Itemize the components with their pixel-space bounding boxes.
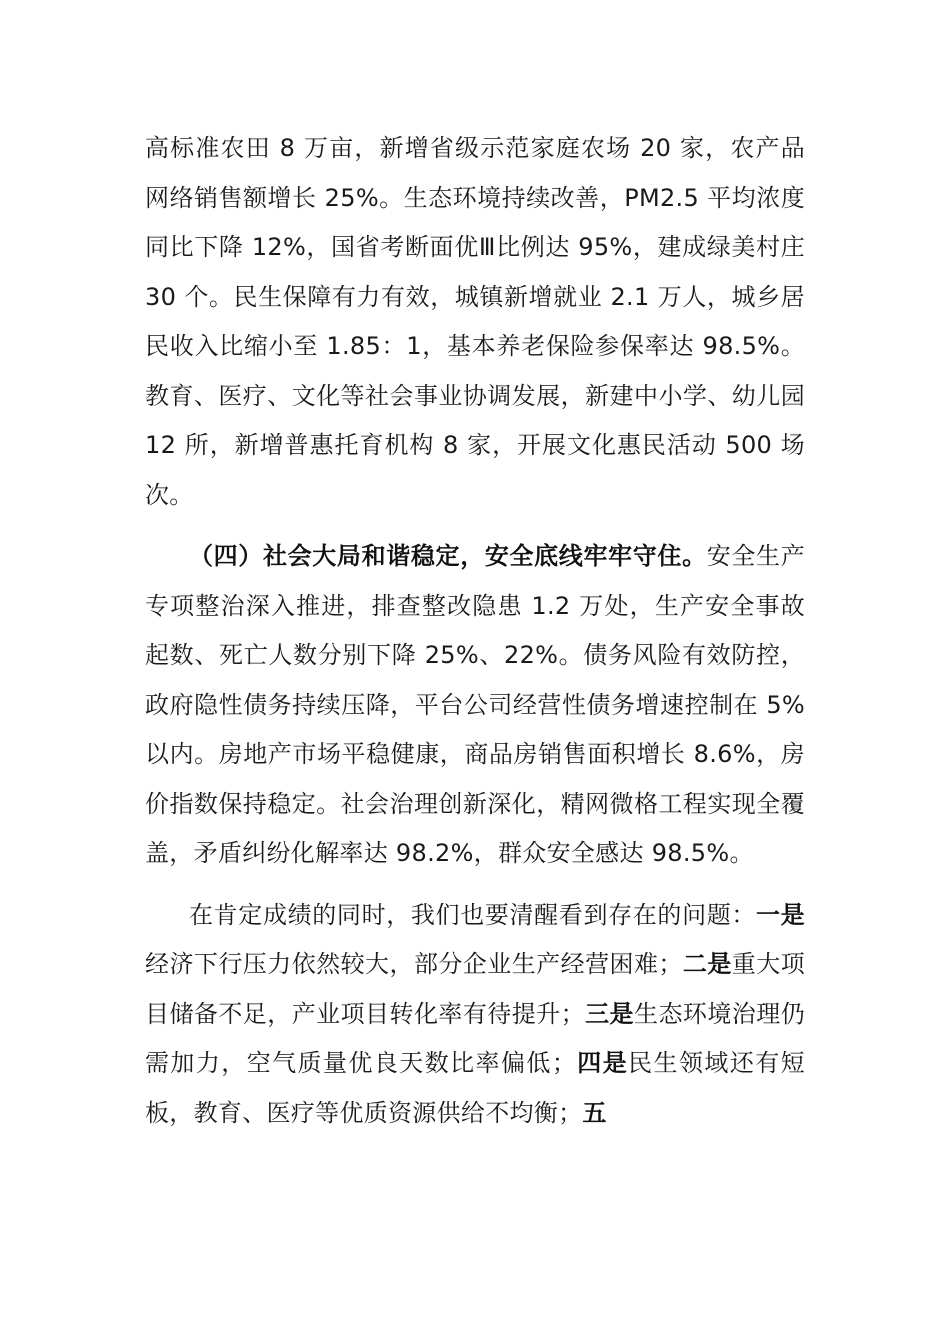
paragraph-problems [145,891,805,1139]
text-segment: 在肯定成绩的同时，我们也要清醒看到存在的问题： [189,900,757,929]
problem-marker-4: 四是 [576,1049,629,1077]
paragraph-social-stability [145,532,805,879]
paragraph-achievements-continued [145,124,805,520]
problem-marker-3: 三是 [584,999,634,1028]
problem-marker-5: 五 [582,1098,607,1127]
problem-marker-2: 二是 [682,950,732,978]
text-segment: 高标准农田 8 万亩，新增省级示范家庭农场 20 家，农产品网络销售额增长 25%。生态环境持续改善，PM2.5 平均浓度同比下降 12%，国省考断面优Ⅲ比例达 95%，建成绿美村庄 30 个。民生保障有力有效，城镇新增就业 2.1 万人，城乡居民收入比缩小至 1.85：1，基本养老保险参保率达 98.5%。教育、医疗、文化等社会事业协调发展，新建中小学、幼儿园 12 所，新增普惠托育机构 8 家，开展文化惠民活动 500 场次。 [145,134,805,509]
problem-marker-1: 一是 [756,900,805,929]
section-heading: （四）社会大局和谐稳定，安全底线牢牢守住。 [189,542,707,570]
text-segment: 生态环境治理仍需加力，空气质量优良天数比率偏低； [145,999,805,1077]
document-page [145,124,805,1138]
text-segment: 重大项目储备不足，产业项目转化率有待提升； [145,950,805,1028]
text-segment: 经济下行压力依然较大，部分企业生产经营困难； [145,950,683,978]
text-segment: 安全生产专项整治深入推进，排查整改隐患 1.2 万处，生产安全事故起数、死亡人数分别下降 25%、22%。债务风险有效防控，政府隐性债务持续压降，平台公司经营性债务增速控制在 5%以内。房地产市场平稳健康，商品房销售面积增长 8.6%，房价指数保持稳定。社会治理创新深化，精网微格工程实现全覆盖，矛盾纠纷化解率达 98.2%，群众安全感达 98.5%。 [145,542,805,867]
text-segment: 民生领域还有短板，教育、医疗等优质资源供给不均衡； [145,1049,805,1127]
